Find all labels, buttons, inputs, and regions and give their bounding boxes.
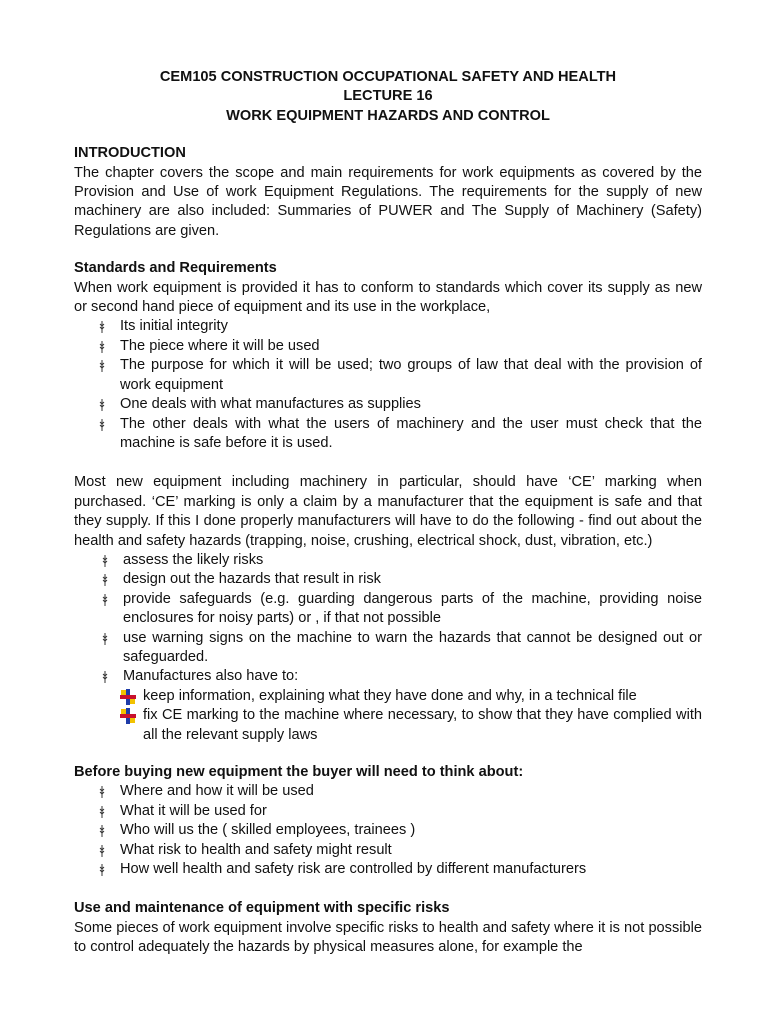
feather-bullet-icon (102, 555, 108, 567)
list-item: One deals with what manufactures as supplies (74, 395, 702, 414)
ce-marking-sublist (74, 687, 702, 745)
list-item: provide safeguards (e.g. guarding dangerous parts of the machine, providing noise enclosures for noisy parts) or , if that not possible (74, 590, 702, 629)
list-item: Where and how it will be used (74, 782, 702, 801)
feather-bullet-icon (102, 594, 108, 606)
feather-bullet-icon (99, 360, 105, 372)
feather-bullet-icon (99, 864, 105, 876)
list-item: Its initial integrity (74, 317, 702, 336)
buying-heading: Before buying new equipment the buyer will need to think about: (74, 764, 524, 780)
lecture-number: LECTURE 16 (343, 88, 433, 105)
list-item: fix CE marking to the machine where necessary, to show that they have complied with all the relevant supply laws (74, 706, 702, 745)
intro-paragraph: The chapter covers the scope and main requirements for work equipments as covered by the Provision and Use of work Equipment Regulations. The requirements for the supply of new machinery are also included: Summaries of PUWER and The Supply of Machinery (Safety) Regulations are given. (74, 164, 702, 239)
list-item: How well health and safety risk are controlled by different manufacturers (74, 860, 702, 879)
feather-bullet-icon (99, 786, 105, 798)
feather-bullet-icon (99, 419, 105, 431)
ce-marking-list (74, 551, 702, 687)
feather-bullet-icon (99, 825, 105, 837)
cross-bullet-icon (120, 708, 136, 724)
maintenance-heading: Use and maintenance of equipment with specific risks (74, 900, 450, 917)
ce-marking-paragraph: Most new equipment including machinery in particular, should have ‘CE’ marking when purchased. ‘CE’ marking is only a claim by a manufacturer that the equipment is safe and that they supply. If this I done properly manufacturers will have to do the following - find out about the health and safety hazards (trapping, noise, crushing, electrical shock, dust, vibration, etc.) (74, 474, 702, 549)
list-item: Manufactures also have to: (74, 667, 702, 686)
list-item: Who will us the ( skilled employees, trainees ) (74, 821, 702, 840)
list-item: design out the hazards that result in risk (74, 570, 702, 589)
list-item: The other deals with what the users of machinery and the user must check that the machine is safe before it is used. (74, 415, 702, 454)
feather-bullet-icon (102, 671, 108, 683)
maintenance-paragraph: Some pieces of work equipment involve specific risks to health and safety where it is not possible to control adequately the hazards by physical measures alone, for example the (74, 919, 702, 956)
list-item: assess the likely risks (74, 551, 702, 570)
list-item: The purpose for which it will be used; two groups of law that deal with the provision of work equipment (74, 356, 702, 395)
intro-heading: INTRODUCTION (74, 145, 186, 162)
feather-bullet-icon (99, 341, 105, 353)
buying-list (74, 782, 702, 879)
list-item: What it will be used for (74, 802, 702, 821)
list-item: What risk to health and safety might result (74, 841, 702, 860)
feather-bullet-icon (99, 806, 105, 818)
cross-bullet-icon (120, 689, 136, 705)
list-item: use warning signs on the machine to warn the hazards that cannot be designed out or safeguarded. (74, 629, 702, 668)
list-item: The piece where it will be used (74, 337, 702, 356)
standards-paragraph: When work equipment is provided it has to conform to standards which cover its supply as new or second hand piece of equipment and its use in the workplace, (74, 279, 702, 316)
list-item: keep information, explaining what they have done and why, in a technical file (74, 687, 702, 706)
standards-heading: Standards and Requirements (74, 260, 277, 277)
feather-bullet-icon (99, 845, 105, 857)
lecture-topic: WORK EQUIPMENT HAZARDS AND CONTROL (226, 107, 550, 124)
course-title: CEM105 CONSTRUCTION OCCUPATIONAL SAFETY AND HEALTH (159, 69, 617, 85)
feather-bullet-icon (102, 633, 108, 645)
feather-bullet-icon (102, 574, 108, 586)
feather-bullet-icon (99, 399, 105, 411)
feather-bullet-icon (99, 321, 105, 333)
standards-list (74, 317, 702, 453)
